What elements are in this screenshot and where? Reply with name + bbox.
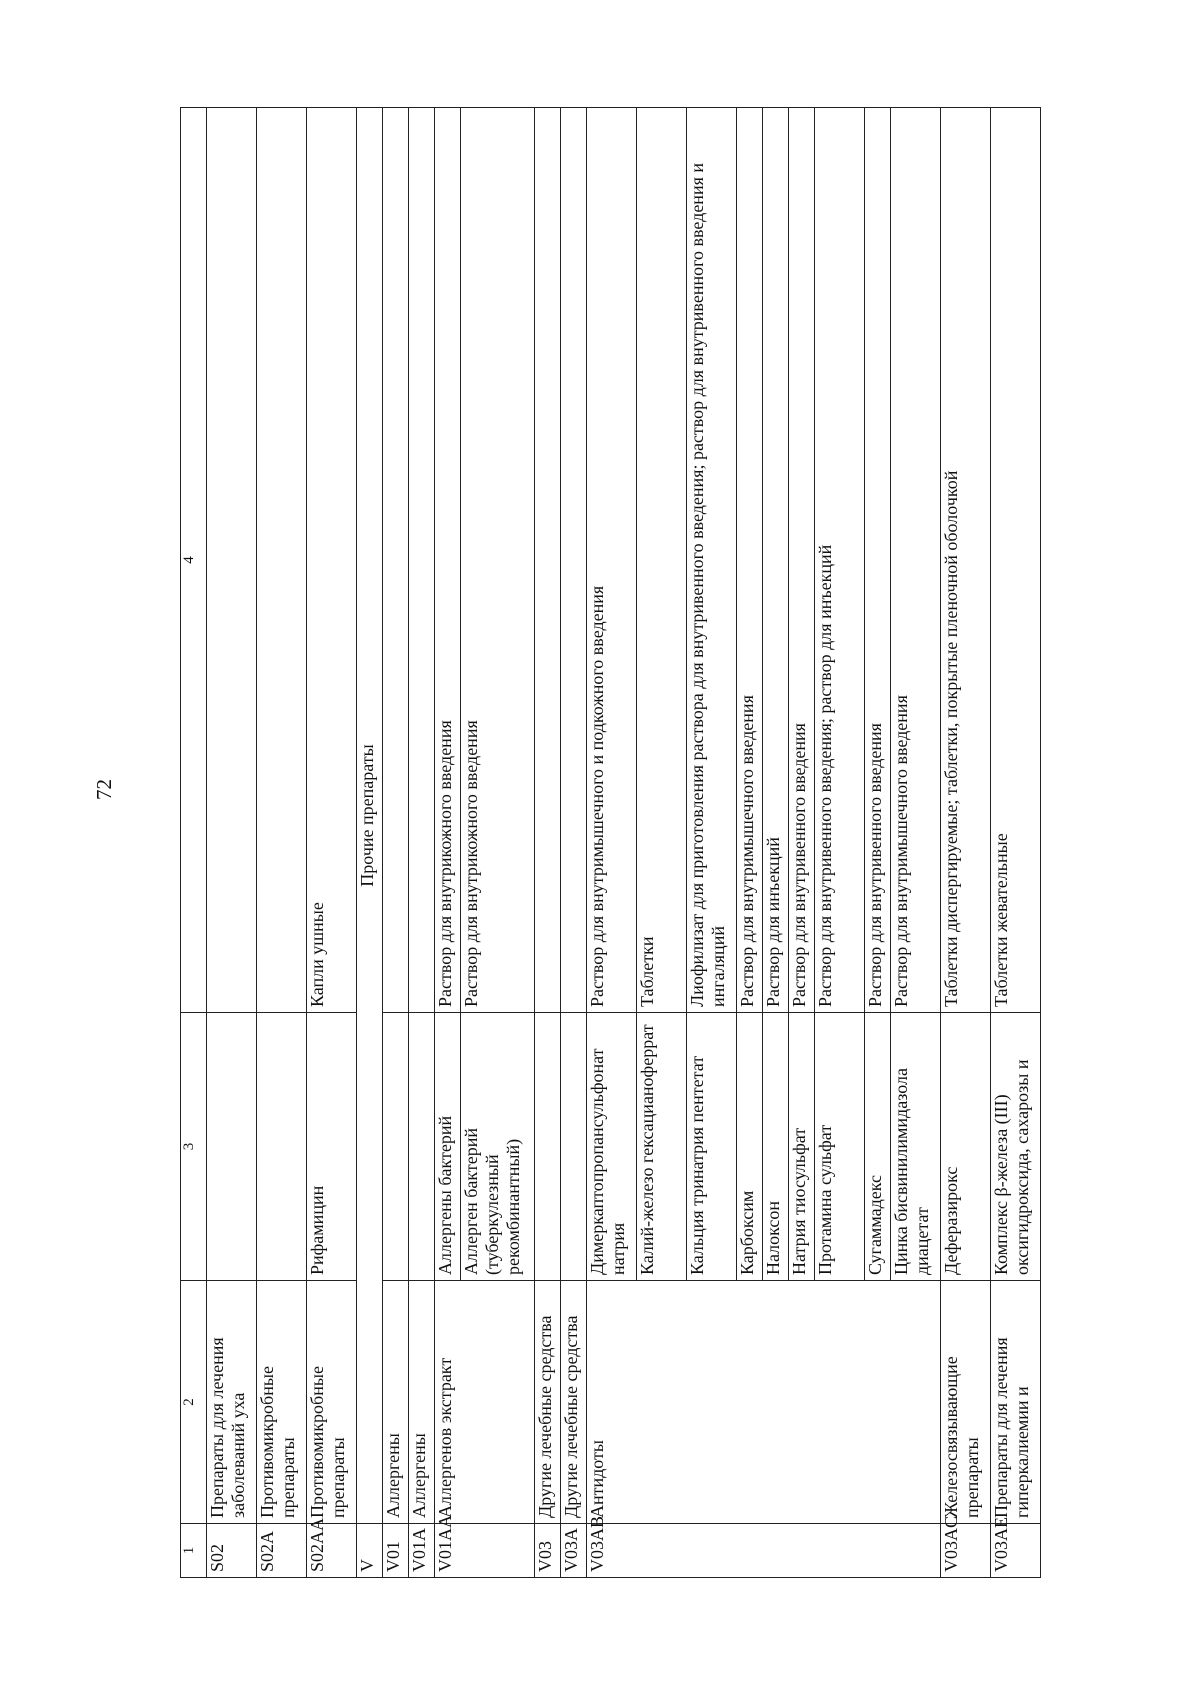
dosage-form: Раствор для внутримышечного и подкожного введения [587,108,637,1013]
dosage-form: Раствор для внутрикожного введения [461,108,535,1013]
dosage-form: Капли ушные [307,108,357,1013]
column-header: 4 [181,108,207,1013]
atc-code: S02 [207,1524,257,1578]
table-header-row [181,108,207,1578]
group-name: Антидоты [587,1281,941,1524]
substance-name: Аллерген бактерий (туберкулезный рекомбинантный) [461,1013,535,1281]
column-header: 2 [181,1281,207,1524]
dosage-form [561,108,587,1013]
atc-code: V03 [535,1524,561,1578]
table-row [561,108,587,1578]
group-name: Железосвязывающие препараты [941,1281,991,1524]
substance-name: Натрия тиосульфат [789,1013,815,1281]
atc-code: V [357,1524,383,1578]
substance-name: Рифамицин [307,1013,357,1281]
table-row [409,108,435,1578]
substance-name: Протамина сульфат [815,1013,865,1281]
table-row [535,108,561,1578]
substance-name: Цинка бисвинилимидазола диацетат [891,1013,941,1281]
group-name: Другие лечебные средства [561,1281,587,1524]
group-name: Аллергены [409,1281,435,1524]
dosage-form [383,108,409,1013]
atc-code: V03AC [941,1524,991,1578]
substance-name: Сугаммадекс [865,1013,891,1281]
table-row [991,108,1041,1578]
dosage-form: Раствор для внутримышечного введения [891,108,941,1013]
substance-name [409,1013,435,1281]
table-row [587,108,637,1578]
column-header: 1 [181,1524,207,1578]
substance-name [561,1013,587,1281]
group-name: Аллергенов экстракт [435,1281,535,1524]
dosage-form: Раствор для внутривенного введения; раствор для инъекций [815,108,865,1013]
dosage-form: Таблетки [637,108,687,1013]
atc-code: V03AE [991,1524,1041,1578]
atc-code: V01A [409,1524,435,1578]
substance-name: Налоксон [763,1013,789,1281]
dosage-form [409,108,435,1013]
atc-code: V01 [383,1524,409,1578]
atc-code: S02A [257,1524,307,1578]
substance-name: Комплекс β-железа (III) оксигидроксида, сахарозы и [991,1013,1041,1281]
substance-name [535,1013,561,1281]
column-header: 3 [181,1013,207,1281]
group-name: Противомикробные препараты [307,1281,357,1524]
dosage-form: Раствор для внутривенного введения [789,108,815,1013]
group-name: Препараты для лечения заболеваний уха [207,1281,257,1524]
group-name: Другие лечебные средства [535,1281,561,1524]
substance-name [207,1013,257,1281]
dosage-form: Лиофилизат для приготовления раствора для внутривенного введения; раствор для внутривенного введения и ингаляций [687,108,737,1013]
group-name: Аллергены [383,1281,409,1524]
page-number: 72 [92,779,116,800]
dosage-form: Раствор для инъекций [763,108,789,1013]
substance-name: Кальция тринатрия пентетат [687,1013,737,1281]
table-row [941,108,991,1578]
table-row [257,108,307,1578]
dosage-form: Раствор для внутримышечного введения [737,108,763,1013]
table-row [435,108,461,1578]
rotated-table-frame [180,108,1073,1578]
substance-name: Калий-железо гексацианоферрат [637,1013,687,1281]
table-row [383,108,409,1578]
drug-table [180,107,1041,1578]
dosage-form: Таблетки диспергируемые; таблетки, покрытые пленочной оболочкой [941,108,991,1013]
substance-name: Карбоксим [737,1013,763,1281]
group-name: Препараты для лечения гиперкалиемии и [991,1281,1041,1524]
substance-name: Деферазирокс [941,1013,991,1281]
atc-code: V03AB [587,1524,941,1578]
table-row [207,108,257,1578]
dosage-form [257,108,307,1013]
substance-name [383,1013,409,1281]
substance-name: Димеркаптопропансульфонат натрия [587,1013,637,1281]
table-row [307,108,357,1578]
substance-name [257,1013,307,1281]
substance-name: Аллергены бактерий [435,1013,461,1281]
atc-code: S02AA [307,1524,357,1578]
atc-code: V03A [561,1524,587,1578]
dosage-form: Раствор для внутрикожного введения [435,108,461,1013]
table-row-section [357,108,383,1578]
dosage-form: Таблетки жевательные [991,108,1041,1013]
atc-code: V01AA [435,1524,535,1578]
dosage-form [535,108,561,1013]
section-title: Прочие препараты [357,108,383,1524]
dosage-form [207,108,257,1013]
group-name: Противомикробные препараты [257,1281,307,1524]
dosage-form: Раствор для внутривенного введения [865,108,891,1013]
